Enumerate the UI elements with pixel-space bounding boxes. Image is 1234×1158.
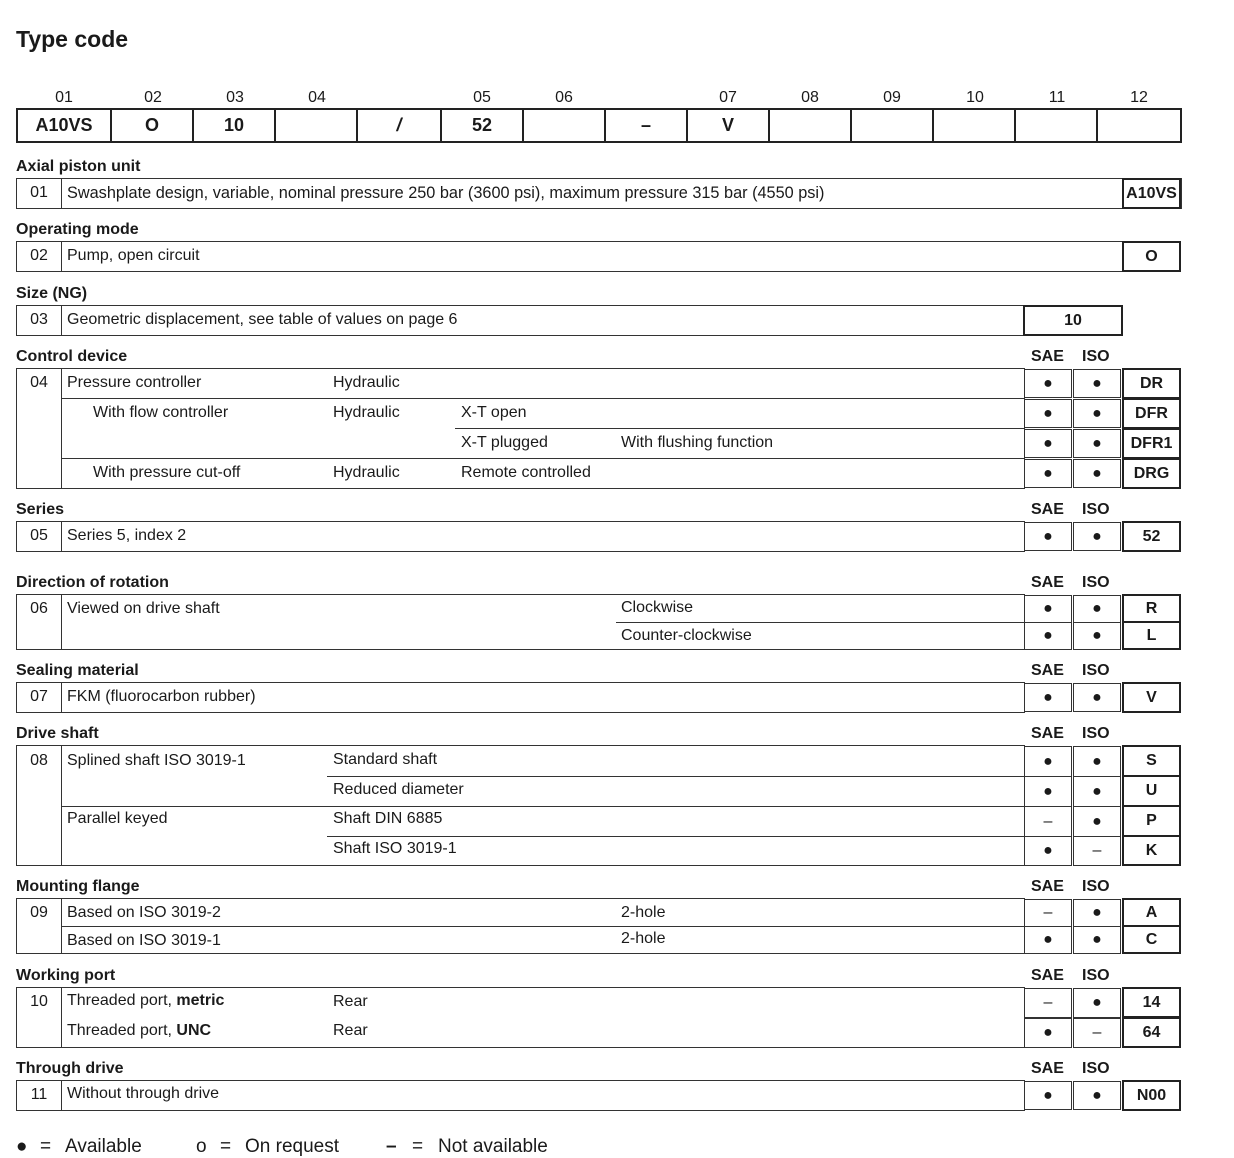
sealing-num: 07	[30, 688, 48, 705]
drive-k-sae: ●	[1024, 836, 1072, 866]
flange-num: 09	[30, 904, 48, 921]
position-04: 04	[308, 89, 326, 106]
iso-header: ISO	[1082, 574, 1110, 591]
drive-s-iso: ●	[1073, 746, 1121, 777]
rotation-l-iso: ●	[1073, 622, 1121, 650]
iso-header: ISO	[1082, 501, 1110, 518]
port-num: 10	[30, 993, 48, 1010]
sae-header: SAE	[1031, 501, 1064, 518]
flange-row-2-label: Based on ISO 3019-1	[67, 932, 221, 949]
flange-a-iso: ●	[1073, 899, 1121, 927]
control-row-1-label: Pressure controller	[67, 374, 202, 391]
divider	[61, 398, 1025, 399]
divider	[61, 806, 1025, 807]
position-10: 10	[966, 89, 984, 106]
divider	[455, 428, 1025, 429]
type-code-box-11	[1014, 108, 1098, 143]
sae-header: SAE	[1031, 967, 1064, 984]
position-09: 09	[883, 89, 901, 106]
port-14-iso: ●	[1073, 988, 1121, 1018]
drive-u-sae: ●	[1024, 776, 1072, 807]
control-row-3-sae: ●	[1024, 429, 1072, 458]
code-flange-a: A	[1122, 898, 1181, 927]
position-11: 11	[1048, 89, 1066, 106]
legend-notavail-symbol: –	[386, 1136, 397, 1157]
code-drive-u: U	[1122, 775, 1181, 807]
type-code-box-07: V	[686, 108, 770, 143]
flange-c-sae: ●	[1024, 926, 1072, 954]
axial-num: 01	[30, 184, 48, 201]
type-code-box-02: O	[110, 108, 194, 143]
sae-header: SAE	[1031, 878, 1064, 895]
divider	[327, 776, 1025, 777]
type-code-box-05: 52	[440, 108, 524, 143]
control-row-3-option: X-T plugged	[461, 434, 548, 451]
drive-k-iso: –	[1073, 836, 1121, 866]
drive-num: 08	[30, 752, 48, 769]
page-title: Type code	[16, 26, 129, 52]
series-num: 05	[30, 527, 48, 544]
series-iso: ●	[1073, 522, 1121, 551]
series-sae: ●	[1024, 522, 1072, 551]
sae-header: SAE	[1031, 1060, 1064, 1077]
control-row-4-iso: ●	[1073, 459, 1121, 488]
section-title-operating: Operating mode	[16, 221, 139, 238]
rotation-text: Viewed on drive shaft	[67, 600, 220, 617]
port-row-1-label: Threaded port, metric	[67, 992, 225, 1009]
legend-eq: =	[220, 1136, 232, 1157]
legend-eq: =	[412, 1136, 424, 1157]
section-title-sealing: Sealing material	[16, 662, 139, 679]
port-row-1-pos: Rear	[333, 993, 368, 1010]
control-row-4-option: Remote controlled	[461, 464, 591, 481]
port-row-2-label: Threaded port, UNC	[67, 1022, 212, 1039]
legend-request-text: On request	[245, 1136, 339, 1157]
control-num: 04	[30, 374, 48, 391]
sae-header: SAE	[1031, 725, 1064, 742]
control-row-1-sae: ●	[1024, 369, 1072, 398]
drive-s-sae: ●	[1024, 746, 1072, 777]
type-code-box-06	[522, 108, 606, 143]
type-code-box-09	[850, 108, 934, 143]
sae-header: SAE	[1031, 348, 1064, 365]
iso-header: ISO	[1082, 878, 1110, 895]
flange-row-1-holes: 2-hole	[621, 904, 666, 921]
sealing-text: FKM (fluorocarbon rubber)	[67, 688, 256, 705]
control-row-3-iso: ●	[1073, 429, 1121, 458]
divider	[616, 622, 1025, 623]
position-07: 07	[719, 89, 737, 106]
code-drive-p: P	[1122, 805, 1181, 837]
drive-reduced-diameter: Reduced diameter	[333, 781, 464, 798]
code-control-dfr: DFR	[1122, 398, 1181, 429]
sealing-sae: ●	[1024, 683, 1072, 712]
axial-text: Swashplate design, variable, nominal pressure 250 bar (3600 psi), maximum pressure 315 bar (4550 psi)	[67, 184, 825, 202]
type-code-box-12	[1096, 108, 1182, 143]
drive-shaft-din: Shaft DIN 6885	[333, 810, 443, 827]
sealing-iso: ●	[1073, 683, 1121, 712]
control-row-3-note: With flushing function	[621, 434, 774, 451]
legend-eq: =	[40, 1136, 52, 1157]
position-06: 06	[555, 89, 573, 106]
size-num: 03	[30, 311, 48, 328]
section-title-axial: Axial piston unit	[16, 158, 141, 175]
position-01: 01	[55, 89, 73, 106]
code-drive-k: K	[1122, 835, 1181, 866]
section-title-drive: Drive shaft	[16, 725, 99, 742]
code-size: 10	[1023, 305, 1123, 336]
legend-available-symbol: ●	[16, 1136, 28, 1157]
port-64-iso: –	[1073, 1018, 1121, 1048]
iso-header: ISO	[1082, 725, 1110, 742]
iso-header: ISO	[1082, 662, 1110, 679]
legend-notavail-text: Not available	[438, 1136, 548, 1157]
flange-a-sae: –	[1024, 899, 1072, 927]
section-title-rotation: Direction of rotation	[16, 574, 169, 591]
control-row-4-type: Hydraulic	[333, 464, 400, 481]
type-code-box-10	[932, 108, 1016, 143]
sae-header: SAE	[1031, 574, 1064, 591]
flange-c-iso: ●	[1073, 926, 1121, 954]
control-row-2-label: With flow controller	[93, 404, 229, 421]
size-text: Geometric displacement, see table of values on page 6	[67, 311, 458, 328]
control-row-2-option: X-T open	[461, 404, 527, 421]
drive-shaft-iso: Shaft ISO 3019-1	[333, 840, 457, 857]
position-12: 12	[1130, 89, 1148, 106]
operating-num: 02	[30, 247, 48, 264]
flange-row-2-holes: 2-hole	[621, 930, 666, 947]
position-03: 03	[226, 89, 244, 106]
code-through: N00	[1122, 1080, 1181, 1111]
position-02: 02	[144, 89, 162, 106]
rotation-r-sae: ●	[1024, 595, 1072, 623]
drive-standard-shaft: Standard shaft	[333, 751, 438, 768]
rotation-counter-clockwise: Counter-clockwise	[621, 627, 752, 644]
type-code-dash: –	[604, 108, 688, 143]
through-text: Without through drive	[67, 1085, 220, 1102]
through-iso: ●	[1073, 1081, 1121, 1110]
legend-available-text: Available	[65, 1136, 142, 1157]
control-row-2-sae: ●	[1024, 399, 1072, 428]
sae-header: SAE	[1031, 662, 1064, 679]
rotation-clockwise: Clockwise	[621, 599, 694, 616]
code-sealing: V	[1122, 682, 1181, 713]
code-axial: A10VS	[1122, 178, 1181, 209]
code-control-dfr1: DFR1	[1122, 428, 1181, 459]
code-series: 52	[1122, 521, 1181, 552]
divider	[61, 458, 1025, 459]
divider	[61, 926, 1025, 927]
control-row-4-sae: ●	[1024, 459, 1072, 488]
port-14-sae: –	[1024, 988, 1072, 1018]
control-row-1-iso: ●	[1073, 369, 1121, 398]
code-drive-s: S	[1122, 745, 1181, 777]
drive-splined-label: Splined shaft ISO 3019-1	[67, 752, 246, 769]
drive-parallel-label: Parallel keyed	[67, 810, 168, 827]
through-num: 11	[30, 1086, 48, 1103]
iso-header: ISO	[1082, 1060, 1110, 1077]
iso-header: ISO	[1082, 348, 1110, 365]
control-row-1-type: Hydraulic	[333, 374, 400, 391]
port-row-1-bold: metric	[176, 992, 225, 1009]
type-code-slash: /	[356, 108, 442, 143]
code-operating: O	[1122, 241, 1181, 272]
type-code-box-03: 10	[192, 108, 276, 143]
section-title-control: Control device	[16, 348, 128, 365]
rotation-l-sae: ●	[1024, 622, 1072, 650]
code-rotation-r: R	[1122, 594, 1181, 623]
divider	[327, 836, 1025, 837]
port-row-2-pos: Rear	[333, 1022, 368, 1039]
flange-row-1-label: Based on ISO 3019-2	[67, 904, 221, 921]
section-title-through: Through drive	[16, 1060, 124, 1077]
control-row-2-type: Hydraulic	[333, 404, 400, 421]
code-port-14: 14	[1122, 987, 1181, 1018]
type-code-box-01: A10VS	[16, 108, 112, 143]
drive-p-sae: –	[1024, 806, 1072, 837]
section-title-port: Working port	[16, 967, 116, 984]
legend-request-symbol: o	[196, 1136, 207, 1157]
rotation-num: 06	[30, 600, 48, 617]
type-code-box-08	[768, 108, 852, 143]
position-08: 08	[801, 89, 819, 106]
section-title-size: Size (NG)	[16, 285, 88, 302]
series-text: Series 5, index 2	[67, 527, 187, 544]
drive-p-iso: ●	[1073, 806, 1121, 837]
type-code-box-04	[274, 108, 358, 143]
code-rotation-l: L	[1122, 621, 1181, 650]
control-row-2-iso: ●	[1073, 399, 1121, 428]
section-title-flange: Mounting flange	[16, 878, 140, 895]
code-flange-c: C	[1122, 925, 1181, 954]
port-row-2-bold: UNC	[176, 1022, 212, 1039]
through-sae: ●	[1024, 1081, 1072, 1110]
section-title-series: Series	[16, 501, 65, 518]
code-port-64: 64	[1122, 1017, 1181, 1048]
port-64-sae: ●	[1024, 1018, 1072, 1048]
code-control-dr: DR	[1122, 368, 1181, 399]
control-row-4-label: With pressure cut-off	[93, 464, 241, 481]
iso-header: ISO	[1082, 967, 1110, 984]
code-control-drg: DRG	[1122, 458, 1181, 489]
position-05: 05	[473, 89, 491, 106]
operating-text: Pump, open circuit	[67, 247, 200, 264]
rotation-r-iso: ●	[1073, 595, 1121, 623]
drive-u-iso: ●	[1073, 776, 1121, 807]
